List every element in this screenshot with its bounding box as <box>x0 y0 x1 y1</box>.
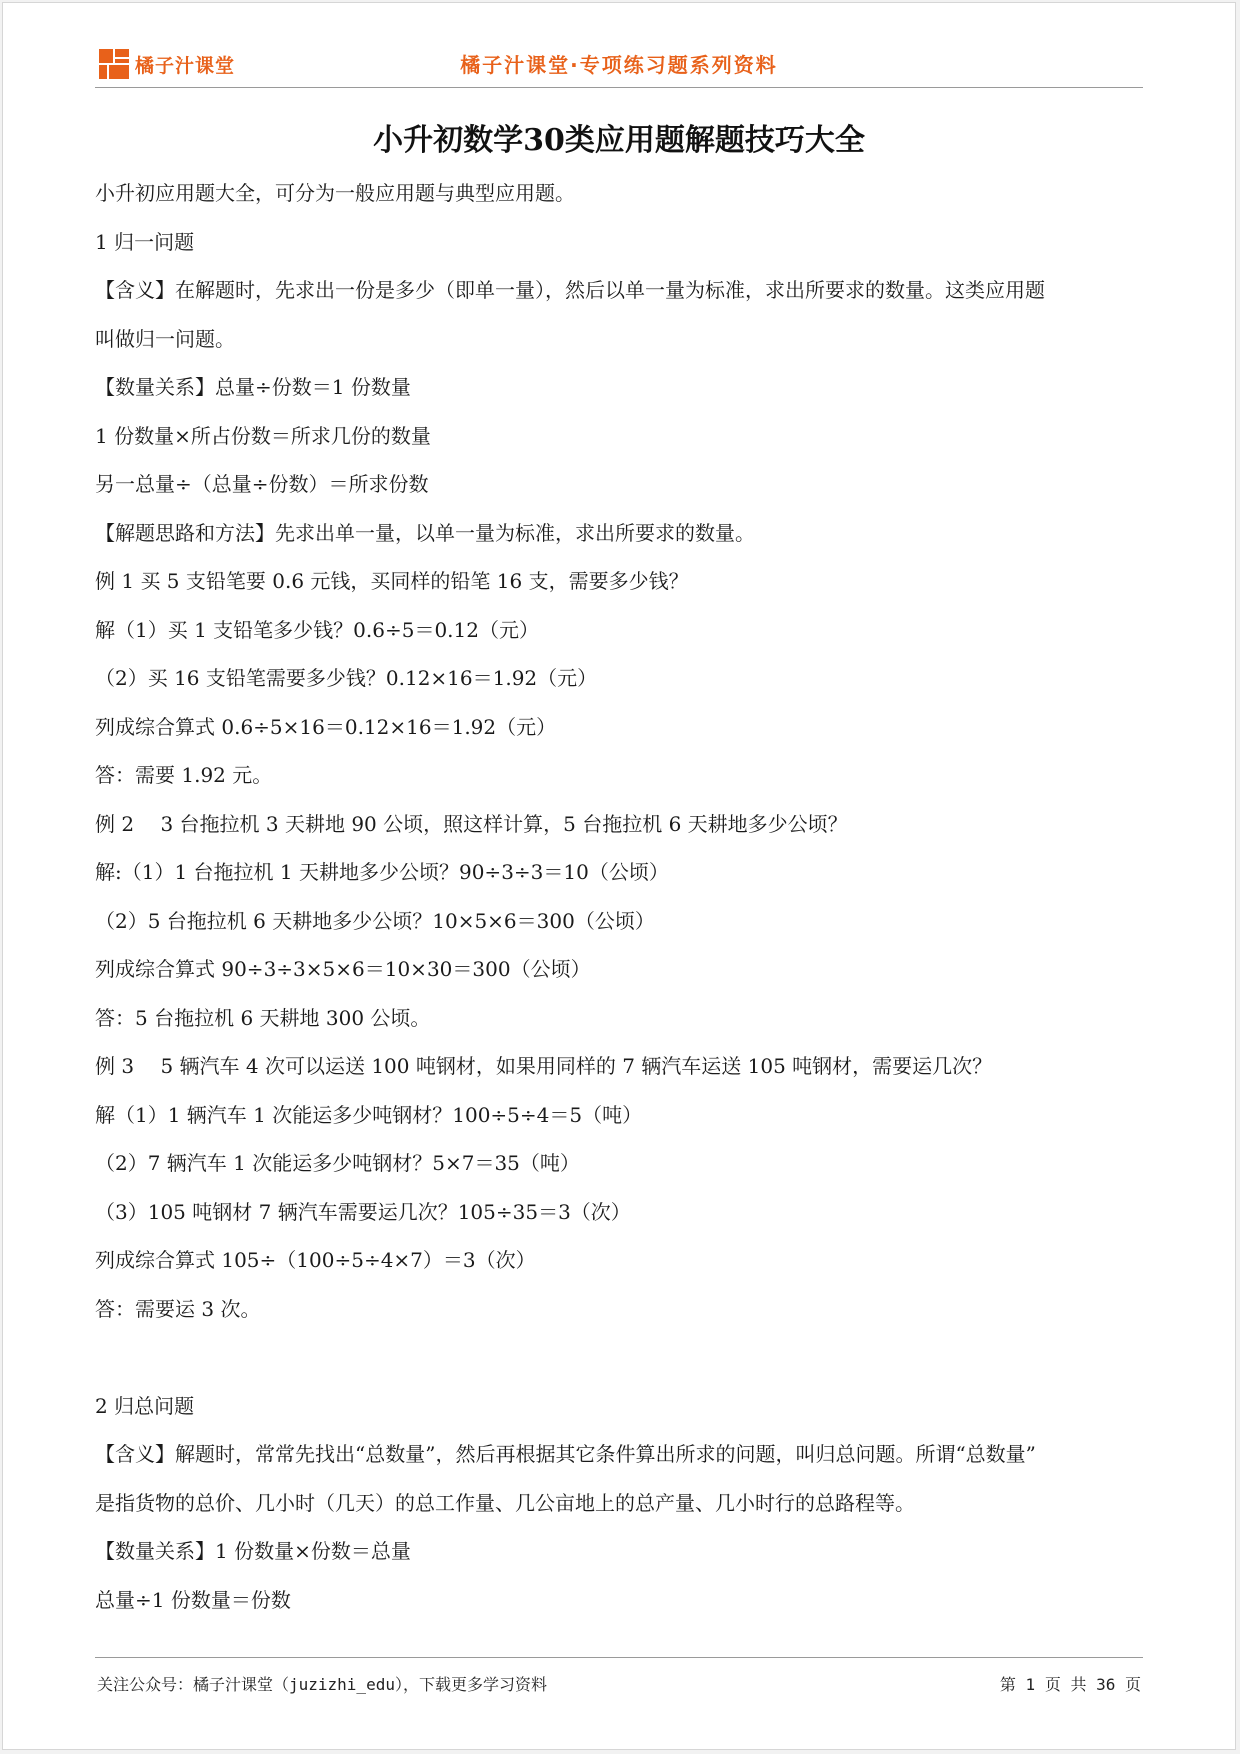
text-line: （2）买 16 支铅笔需要多少钱？0.12×16＝1.92（元） <box>95 666 598 690</box>
page-number: 第 1 页 共 36 页 <box>999 1675 1141 1694</box>
text-line: 【含义】在解题时，先求出一份是多少（即单一量），然后以单一量为标准，求出所要求的数量。这类应用题 <box>95 278 1045 302</box>
text-line: 答：5 台拖拉机 6 天耕地 300 公顷。 <box>95 1005 431 1030</box>
page-header <box>95 43 1143 88</box>
text-line: （2）7 辆汽车 1 次能运多少吨钢材？5×7＝35（吨） <box>95 1151 580 1175</box>
text-line: 【数量关系】1 份数量×份数＝总量 <box>95 1539 411 1563</box>
blank-line <box>95 1333 1143 1382</box>
text-line: 1 归一问题 <box>95 229 195 254</box>
text-line: 叫做归一问题。 <box>95 326 235 351</box>
text-line: 解（1）1 辆汽车 1 次能运多少吨钢材？100÷5÷4＝5（吨） <box>95 1102 643 1127</box>
document-page <box>2 2 1236 1750</box>
text-line: 2 归总问题 <box>95 1393 195 1418</box>
text-line: 例 1 买 5 支铅笔要 0.6 元钱，买同样的铅笔 16 支，需要多少钱？ <box>95 569 689 593</box>
page-title: 小升初数学30类应用题解题技巧大全 <box>373 123 865 158</box>
text-line: 【含义】解题时，常常先找出“总数量”，然后再根据其它条件算出所求的问题，叫归总问题。所谓“总数量” <box>95 1442 1036 1466</box>
text-line: 1 份数量×所占份数＝所求几份的数量 <box>95 423 431 448</box>
text-line: 解:（1）1 台拖拉机 1 天耕地多少公顷？90÷3÷3＝10（公顷） <box>95 860 669 884</box>
text-line: 【数量关系】总量÷份数＝1 份数量 <box>95 375 411 399</box>
text-line: 小升初应用题大全，可分为一般应用题与典型应用题。 <box>95 181 575 205</box>
text-line: 例 2 3 台拖拉机 3 天耕地 90 公顷，照这样计算，5 台拖拉机 6 天耕地多少公顷？ <box>95 811 848 836</box>
text-line: 解（1）买 1 支铅笔多少钱？0.6÷5＝0.12（元） <box>95 617 539 642</box>
text-line: 列成综合算式 90÷3÷3×5×6＝10×30＝300（公顷） <box>95 957 591 981</box>
series-title: 橘子汁课堂·专项练习题系列资料 <box>460 53 778 77</box>
text-line: 总量÷1 份数量＝份数 <box>95 1587 291 1612</box>
document-body <box>95 169 1143 1624</box>
text-line: 是指货物的总价、几小时（几天）的总工作量、几公亩地上的总产量、几小时行的总路程等。 <box>95 1490 915 1515</box>
text-line: 例 3 5 辆汽车 4 次可以运送 100 吨钢材，如果用同样的 7 辆汽车运送 105 吨钢材，需要运几次？ <box>95 1054 993 1078</box>
text-line: （2）5 台拖拉机 6 天耕地多少公顷？10×5×6＝300（公顷） <box>95 908 655 933</box>
text-line: 答：需要 1.92 元。 <box>95 763 273 787</box>
text-line: 【解题思路和方法】先求出单一量，以单一量为标准，求出所要求的数量。 <box>95 520 755 545</box>
text-line: 列成综合算式 0.6÷5×16＝0.12×16＝1.92（元） <box>95 714 557 739</box>
page-footer <box>95 1657 1143 1708</box>
footer-promo-text: 关注公众号：橘子汁课堂（juzizhi_edu），下载更多学习资料 <box>97 1675 547 1694</box>
brand-name: 橘子汁课堂 <box>135 54 236 77</box>
text-line: 另一总量÷（总量÷份数）＝所求份数 <box>95 472 429 496</box>
text-line: 答：需要运 3 次。 <box>95 1296 261 1321</box>
text-line: 列成综合算式 105÷（100÷5÷4×7）＝3（次） <box>95 1248 536 1272</box>
text-line: （3）105 吨钢材 7 辆汽车需要运几次？105÷35＝3（次） <box>95 1199 631 1224</box>
